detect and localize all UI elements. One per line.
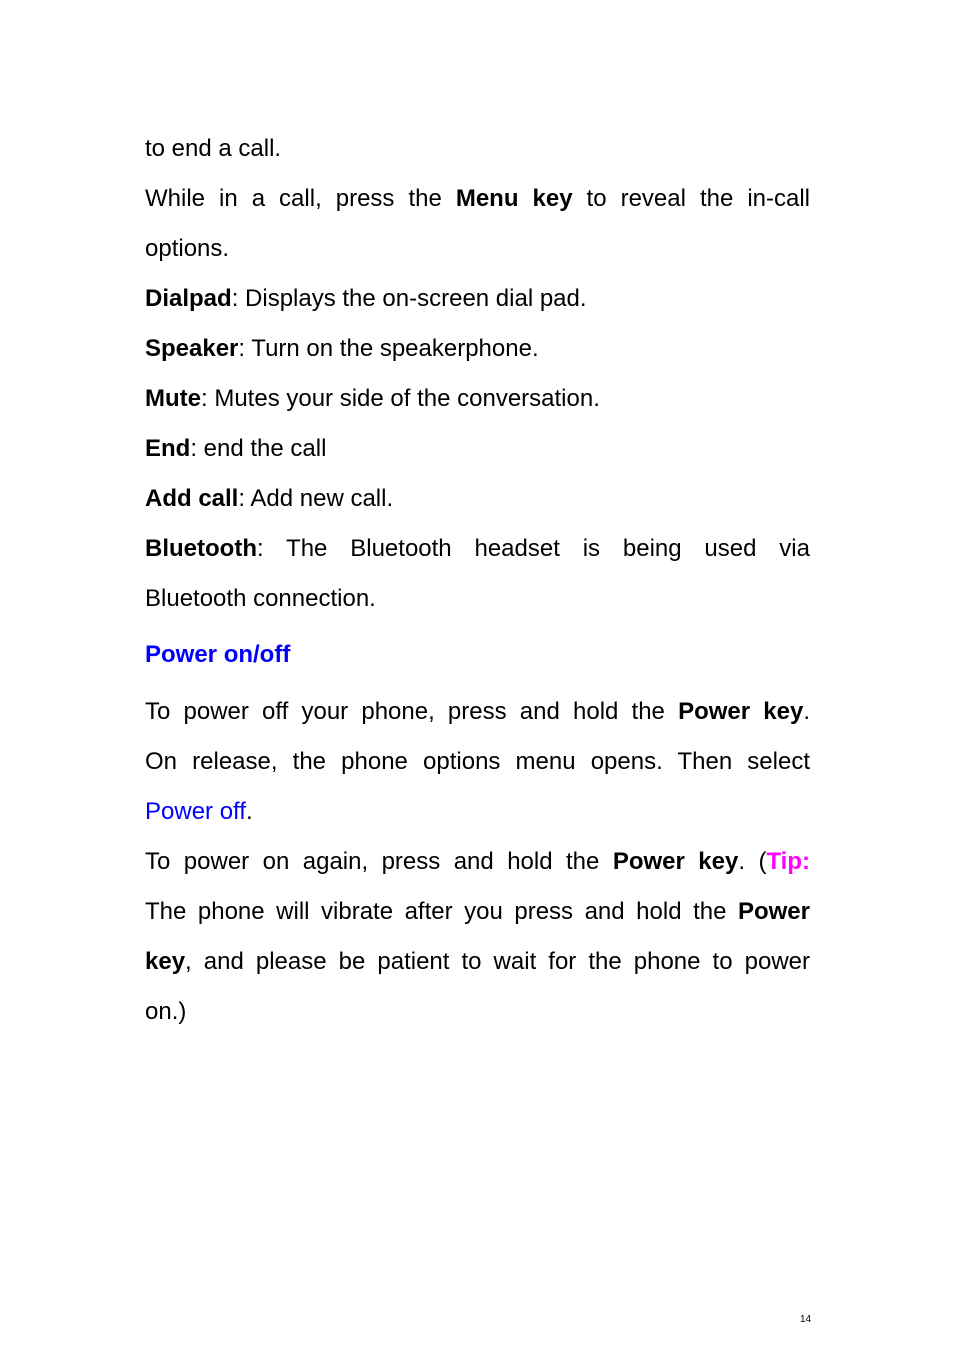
- speaker-desc: : Turn on the speakerphone.: [238, 335, 539, 362]
- dialpad-term: Dialpad: [145, 285, 232, 312]
- text-line: [145, 574, 810, 624]
- mute-item: [145, 374, 810, 424]
- bluetooth-term: Bluetooth: [145, 535, 257, 562]
- text-line: [145, 737, 810, 787]
- text: to reveal the in-call: [572, 185, 811, 212]
- text-line: [145, 787, 810, 837]
- dialpad-item: [145, 274, 810, 324]
- text: . (: [738, 848, 767, 875]
- text: .: [245, 798, 253, 825]
- text: on.): [145, 998, 187, 1025]
- speaker-term: Speaker: [145, 335, 239, 362]
- mute-desc: : Mutes your side of the conversation.: [201, 385, 600, 412]
- power-key-term: Power: [737, 898, 810, 925]
- bluetooth-item: [145, 524, 810, 574]
- end-term: End: [145, 435, 191, 462]
- section-heading: Power on/off: [145, 641, 291, 668]
- text-line: [145, 174, 810, 224]
- power-key-term: Power key: [612, 848, 739, 875]
- text: To power on again, press and hold the: [145, 848, 613, 875]
- menu-key-term: Menu key: [455, 185, 573, 212]
- text: to end a call.: [145, 135, 282, 162]
- text-line: [145, 987, 810, 1037]
- power-key-term: key: [145, 948, 186, 975]
- tip-label: Tip:: [766, 848, 810, 875]
- text-line: [145, 124, 810, 174]
- power-off-option: Power off: [145, 798, 246, 825]
- bluetooth-desc: : The Bluetooth headset is being used via: [256, 535, 810, 562]
- text: On release, the phone options menu opens. Then select: [145, 748, 810, 775]
- document-page: [145, 124, 810, 1037]
- text: Bluetooth connection.: [145, 585, 376, 612]
- text: .: [803, 698, 811, 725]
- text: , and please be patient to wait for the phone to power: [185, 948, 810, 975]
- add-call-item: [145, 474, 810, 524]
- text: While in a call, press the: [145, 185, 456, 212]
- add-call-desc: : Add new call.: [238, 485, 394, 512]
- end-item: [145, 424, 810, 474]
- mute-term: Mute: [145, 385, 201, 412]
- text-line: [145, 687, 810, 737]
- end-desc: : end the call: [190, 435, 327, 462]
- power-key-term: Power key: [678, 698, 804, 725]
- speaker-item: [145, 324, 810, 374]
- text-line: [145, 837, 810, 887]
- text: The phone will vibrate after you press and hold the: [145, 898, 738, 925]
- text-line: [145, 937, 810, 987]
- text: options.: [145, 235, 230, 262]
- add-call-term: Add call: [145, 485, 239, 512]
- text: To power off your phone, press and hold the: [145, 698, 679, 725]
- text-line: [145, 224, 810, 274]
- dialpad-desc: : Displays the on-screen dial pad.: [231, 285, 587, 312]
- page-number: 14: [800, 1314, 812, 1325]
- text-line: [145, 887, 810, 937]
